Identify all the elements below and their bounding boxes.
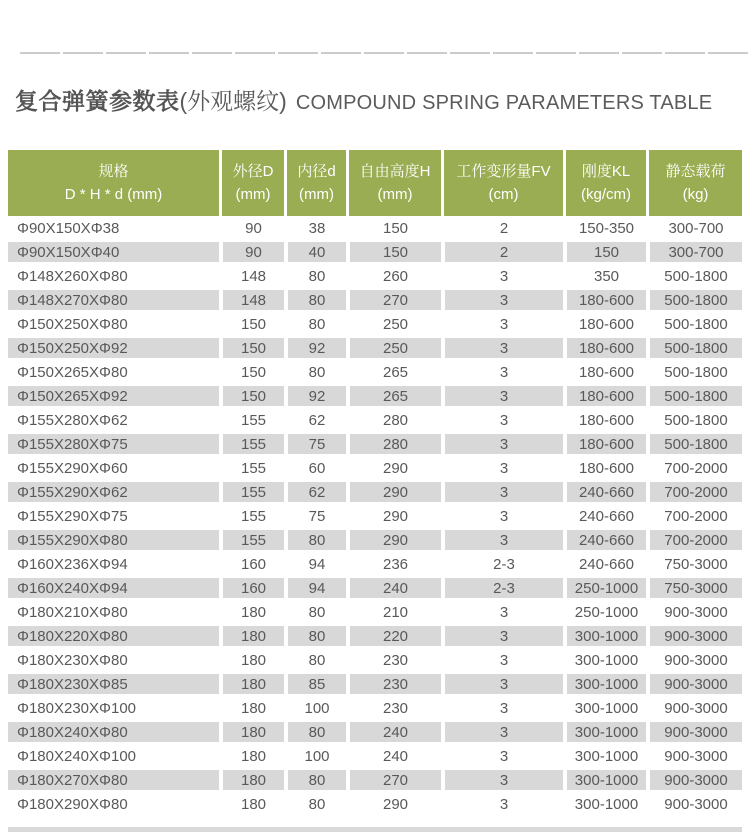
value-cell: 290: [346, 504, 441, 528]
value-cell: 62: [284, 480, 346, 504]
table-row: [8, 480, 742, 504]
value-cell: 150: [219, 360, 284, 384]
spec-cell: Φ150X265XΦ80: [8, 360, 219, 384]
value-cell: 94: [284, 576, 346, 600]
column-header-6: [563, 150, 646, 216]
value-cell: 80: [284, 264, 346, 288]
spec-cell: Φ155X290XΦ75: [8, 504, 219, 528]
value-cell: 300-1000: [563, 624, 646, 648]
value-cell: 92: [284, 384, 346, 408]
value-cell: 150: [563, 240, 646, 264]
column-unit: D * H * d (mm): [64, 186, 163, 203]
table-bottom-strip: [8, 827, 742, 832]
spec-cell: Φ180X270XΦ80: [8, 768, 219, 792]
value-cell: 180-600: [563, 312, 646, 336]
value-cell: 148: [219, 264, 284, 288]
value-cell: 240-660: [563, 504, 646, 528]
table-row: [8, 696, 742, 720]
spec-cell: Φ150X250XΦ92: [8, 336, 219, 360]
spec-cell: Φ180X230XΦ80: [8, 648, 219, 672]
value-cell: 180: [219, 768, 284, 792]
spec-cell: Φ90X150XΦ38: [8, 216, 219, 240]
value-cell: 90: [219, 240, 284, 264]
value-cell: 180: [219, 720, 284, 744]
spec-cell: Φ160X236XΦ94: [8, 552, 219, 576]
value-cell: 180: [219, 600, 284, 624]
value-cell: 500-1800: [646, 432, 742, 456]
value-cell: 230: [346, 648, 441, 672]
table-row: [8, 408, 742, 432]
value-cell: 180-600: [563, 384, 646, 408]
column-title: 静态载荷: [665, 163, 726, 180]
value-cell: 240: [346, 576, 441, 600]
value-cell: 80: [284, 528, 346, 552]
table-row: [8, 672, 742, 696]
value-cell: 290: [346, 792, 441, 816]
value-cell: 250: [346, 336, 441, 360]
value-cell: 900-3000: [646, 648, 742, 672]
table-row: [8, 432, 742, 456]
spec-cell: Φ90X150XΦ40: [8, 240, 219, 264]
value-cell: 700-2000: [646, 456, 742, 480]
value-cell: 155: [219, 456, 284, 480]
value-cell: 180: [219, 744, 284, 768]
value-cell: 900-3000: [646, 672, 742, 696]
value-cell: 3: [441, 408, 563, 432]
value-cell: 300-1000: [563, 744, 646, 768]
value-cell: 3: [441, 336, 563, 360]
table-row: [8, 576, 742, 600]
value-cell: 3: [441, 792, 563, 816]
value-cell: 92: [284, 336, 346, 360]
parameters-table: [8, 150, 742, 816]
table-row: [8, 384, 742, 408]
value-cell: 160: [219, 576, 284, 600]
value-cell: 700-2000: [646, 504, 742, 528]
spec-cell: Φ155X290XΦ60: [8, 456, 219, 480]
column-unit: (mm): [235, 186, 271, 203]
value-cell: 3: [441, 600, 563, 624]
value-cell: 250: [346, 312, 441, 336]
value-cell: 240: [346, 744, 441, 768]
table-row: [8, 240, 742, 264]
value-cell: 180: [219, 672, 284, 696]
section-divider: [20, 52, 748, 54]
value-cell: 750-3000: [646, 552, 742, 576]
table-row: [8, 360, 742, 384]
table-row: [8, 216, 742, 240]
page-title: [15, 86, 712, 120]
value-cell: 250-1000: [563, 600, 646, 624]
value-cell: 80: [284, 792, 346, 816]
value-cell: 270: [346, 768, 441, 792]
value-cell: 150: [219, 336, 284, 360]
title-english: COMPOUND SPRING PARAMETERS TABLE: [295, 92, 713, 114]
value-cell: 3: [441, 456, 563, 480]
spec-cell: Φ155X280XΦ75: [8, 432, 219, 456]
table-header-row: [8, 150, 742, 216]
value-cell: 270: [346, 288, 441, 312]
value-cell: 3: [441, 312, 563, 336]
column-header-5: [441, 150, 563, 216]
value-cell: 155: [219, 504, 284, 528]
table-row: [8, 720, 742, 744]
column-title: 刚度KL: [581, 163, 631, 180]
value-cell: 148: [219, 288, 284, 312]
value-cell: 290: [346, 528, 441, 552]
value-cell: 90: [219, 216, 284, 240]
column-unit: (kg/cm): [581, 186, 631, 203]
value-cell: 150: [219, 312, 284, 336]
value-cell: 230: [346, 672, 441, 696]
value-cell: 300-700: [646, 240, 742, 264]
value-cell: 240-660: [563, 552, 646, 576]
value-cell: 80: [284, 312, 346, 336]
value-cell: 180-600: [563, 336, 646, 360]
value-cell: 265: [346, 360, 441, 384]
column-header-7: [646, 150, 742, 216]
column-unit: (mm): [377, 186, 413, 203]
value-cell: 750-3000: [646, 576, 742, 600]
value-cell: 2-3: [441, 576, 563, 600]
value-cell: 80: [284, 720, 346, 744]
value-cell: 75: [284, 432, 346, 456]
value-cell: 236: [346, 552, 441, 576]
column-title: 外径D: [232, 163, 274, 180]
value-cell: 900-3000: [646, 600, 742, 624]
spec-cell: Φ148X260XΦ80: [8, 264, 219, 288]
table-row: [8, 288, 742, 312]
spec-cell: Φ150X250XΦ80: [8, 312, 219, 336]
value-cell: 3: [441, 624, 563, 648]
value-cell: 900-3000: [646, 744, 742, 768]
value-cell: 3: [441, 360, 563, 384]
value-cell: 60: [284, 456, 346, 480]
value-cell: 700-2000: [646, 528, 742, 552]
table-row: [8, 456, 742, 480]
value-cell: 3: [441, 768, 563, 792]
value-cell: 280: [346, 408, 441, 432]
value-cell: 3: [441, 432, 563, 456]
table-row: [8, 264, 742, 288]
spec-cell: Φ148X270XΦ80: [8, 288, 219, 312]
value-cell: 220: [346, 624, 441, 648]
column-header-3: [284, 150, 346, 216]
value-cell: 500-1800: [646, 336, 742, 360]
spec-cell: Φ155X280XΦ62: [8, 408, 219, 432]
value-cell: 180: [219, 792, 284, 816]
value-cell: 150: [219, 384, 284, 408]
value-cell: 180: [219, 624, 284, 648]
value-cell: 300-700: [646, 216, 742, 240]
value-cell: 900-3000: [646, 720, 742, 744]
spec-cell: Φ150X265XΦ92: [8, 384, 219, 408]
value-cell: 210: [346, 600, 441, 624]
table-row: [8, 624, 742, 648]
title-chinese: 复合弹簧参数表: [15, 88, 180, 114]
value-cell: 500-1800: [646, 360, 742, 384]
column-header-1: [8, 150, 219, 216]
value-cell: 80: [284, 288, 346, 312]
value-cell: 265: [346, 384, 441, 408]
spec-cell: Φ180X220XΦ80: [8, 624, 219, 648]
value-cell: 2: [441, 216, 563, 240]
value-cell: 180: [219, 696, 284, 720]
value-cell: 3: [441, 288, 563, 312]
value-cell: 180-600: [563, 408, 646, 432]
value-cell: 240-660: [563, 528, 646, 552]
value-cell: 80: [284, 600, 346, 624]
value-cell: 260: [346, 264, 441, 288]
spec-cell: Φ155X290XΦ80: [8, 528, 219, 552]
value-cell: 250-1000: [563, 576, 646, 600]
spec-cell: Φ180X210XΦ80: [8, 600, 219, 624]
column-title: 规格: [98, 163, 129, 180]
value-cell: 180: [219, 648, 284, 672]
value-cell: 3: [441, 264, 563, 288]
value-cell: 150: [346, 216, 441, 240]
value-cell: 100: [284, 744, 346, 768]
table-body: [8, 216, 742, 816]
value-cell: 300-1000: [563, 768, 646, 792]
table-row: [8, 792, 742, 816]
value-cell: 500-1800: [646, 384, 742, 408]
column-unit: (kg): [682, 186, 709, 203]
column-unit: (mm): [299, 186, 334, 203]
value-cell: 300-1000: [563, 720, 646, 744]
value-cell: 900-3000: [646, 768, 742, 792]
value-cell: 80: [284, 768, 346, 792]
value-cell: 155: [219, 432, 284, 456]
value-cell: 3: [441, 480, 563, 504]
spec-cell: Φ160X240XΦ94: [8, 576, 219, 600]
value-cell: 3: [441, 720, 563, 744]
title-chinese-subtitle: (外观螺纹): [179, 88, 287, 114]
spec-cell: Φ155X290XΦ62: [8, 480, 219, 504]
spec-cell: Φ180X230XΦ85: [8, 672, 219, 696]
value-cell: 180-600: [563, 288, 646, 312]
value-cell: 290: [346, 456, 441, 480]
value-cell: 240: [346, 720, 441, 744]
value-cell: 180-600: [563, 432, 646, 456]
spec-cell: Φ180X240XΦ80: [8, 720, 219, 744]
spec-cell: Φ180X290XΦ80: [8, 792, 219, 816]
value-cell: 3: [441, 384, 563, 408]
table-row: [8, 600, 742, 624]
table-row: [8, 768, 742, 792]
value-cell: 500-1800: [646, 288, 742, 312]
value-cell: 3: [441, 648, 563, 672]
value-cell: 300-1000: [563, 696, 646, 720]
value-cell: 155: [219, 408, 284, 432]
value-cell: 2-3: [441, 552, 563, 576]
column-title: 工作变形量FV: [456, 163, 551, 180]
value-cell: 100: [284, 696, 346, 720]
value-cell: 3: [441, 672, 563, 696]
value-cell: 230: [346, 696, 441, 720]
column-header-2: [219, 150, 284, 216]
value-cell: 3: [441, 696, 563, 720]
value-cell: 500-1800: [646, 312, 742, 336]
value-cell: 3: [441, 504, 563, 528]
value-cell: 85: [284, 672, 346, 696]
value-cell: 500-1800: [646, 408, 742, 432]
value-cell: 900-3000: [646, 792, 742, 816]
table-row: [8, 312, 742, 336]
value-cell: 290: [346, 480, 441, 504]
value-cell: 80: [284, 648, 346, 672]
value-cell: 180-600: [563, 456, 646, 480]
value-cell: 40: [284, 240, 346, 264]
value-cell: 900-3000: [646, 624, 742, 648]
column-unit: (cm): [488, 186, 519, 203]
value-cell: 500-1800: [646, 264, 742, 288]
table-row: [8, 336, 742, 360]
value-cell: 3: [441, 528, 563, 552]
value-cell: 300-1000: [563, 672, 646, 696]
value-cell: 94: [284, 552, 346, 576]
value-cell: 300-1000: [563, 792, 646, 816]
value-cell: 75: [284, 504, 346, 528]
table-row: [8, 504, 742, 528]
table-row: [8, 648, 742, 672]
value-cell: 350: [563, 264, 646, 288]
value-cell: 62: [284, 408, 346, 432]
table-row: [8, 552, 742, 576]
value-cell: 155: [219, 480, 284, 504]
table-row: [8, 528, 742, 552]
spec-cell: Φ180X240XΦ100: [8, 744, 219, 768]
value-cell: 240-660: [563, 480, 646, 504]
column-header-4: [346, 150, 441, 216]
spec-cell: Φ180X230XΦ100: [8, 696, 219, 720]
table-row: [8, 744, 742, 768]
value-cell: 38: [284, 216, 346, 240]
value-cell: 300-1000: [563, 648, 646, 672]
value-cell: 150: [346, 240, 441, 264]
value-cell: 280: [346, 432, 441, 456]
value-cell: 150-350: [563, 216, 646, 240]
column-title: 自由高度H: [359, 163, 431, 180]
value-cell: 80: [284, 624, 346, 648]
value-cell: 180-600: [563, 360, 646, 384]
value-cell: 900-3000: [646, 696, 742, 720]
value-cell: 2: [441, 240, 563, 264]
value-cell: 80: [284, 360, 346, 384]
column-title: 内径d: [297, 163, 336, 180]
value-cell: 700-2000: [646, 480, 742, 504]
value-cell: 3: [441, 744, 563, 768]
value-cell: 160: [219, 552, 284, 576]
value-cell: 155: [219, 528, 284, 552]
